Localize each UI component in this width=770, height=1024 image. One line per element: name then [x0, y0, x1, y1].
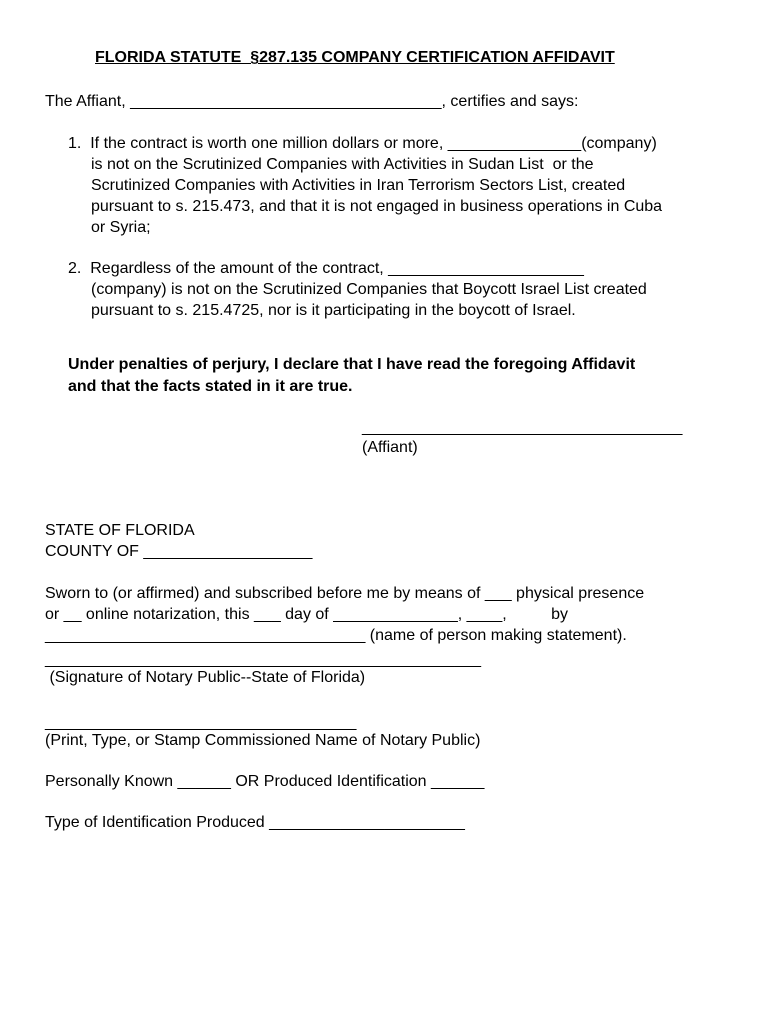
sworn-line: ____________________________________ (name of person making statement). — [45, 627, 627, 644]
item-2-line: 2. Regardless of the amount of the contract, ______________________ — [68, 260, 584, 277]
notary-name-line: ___________________________________ — [45, 714, 357, 731]
declaration-line: and that the facts stated in it are true. — [68, 378, 353, 395]
item-1-line: or Syria; — [91, 219, 151, 236]
affiant-label: (Affiant) — [362, 439, 418, 456]
state-label: STATE OF FLORIDA — [45, 522, 195, 539]
item-1-line: is not on the Scrutinized Companies with Activities in Sudan List or the — [91, 156, 594, 173]
declaration-line: Under penalties of perjury, I declare that I have read the foregoing Affidavit — [68, 356, 636, 373]
identification-type-line: Type of Identification Produced ______________________ — [45, 814, 465, 831]
item-1-line: pursuant to s. 215.473, and that it is not engaged in business operations in Cuba — [91, 198, 663, 215]
item-1-line: Scrutinized Companies with Activities in Iran Terrorism Sectors List, created — [91, 177, 626, 194]
notary-signature-label: (Signature of Notary Public--State of Florida) — [45, 669, 366, 686]
affiant-intro: The Affiant, ___________________________________, certifies and says: — [45, 93, 579, 110]
item-2-line: pursuant to s. 215.4725, nor is it participating in the boycott of Israel. — [91, 302, 576, 319]
affiant-signature-line: ____________________________________ — [362, 419, 683, 436]
item-1-line: 1. If the contract is worth one million dollars or more, _______________(company) — [68, 135, 657, 152]
item-2-line: (company) is not on the Scrutinized Companies that Boycott Israel List created — [91, 281, 647, 298]
sworn-line: Sworn to (or affirmed) and subscribed before me by means of ___ physical presence — [45, 585, 645, 602]
identification-line: Personally Known ______ OR Produced Identification ______ — [45, 773, 485, 790]
document-title: FLORIDA STATUTE §287.135 COMPANY CERTIFICATION AFFIDAVIT — [95, 49, 615, 66]
sworn-line: or __ online notarization, this ___ day of ______________, ____, by — [45, 606, 569, 623]
notary-signature-line: _________________________________________________ — [45, 651, 482, 668]
notary-name-label: (Print, Type, or Stamp Commissioned Name of Notary Public) — [45, 732, 481, 749]
county-label: COUNTY OF ___________________ — [45, 543, 313, 560]
